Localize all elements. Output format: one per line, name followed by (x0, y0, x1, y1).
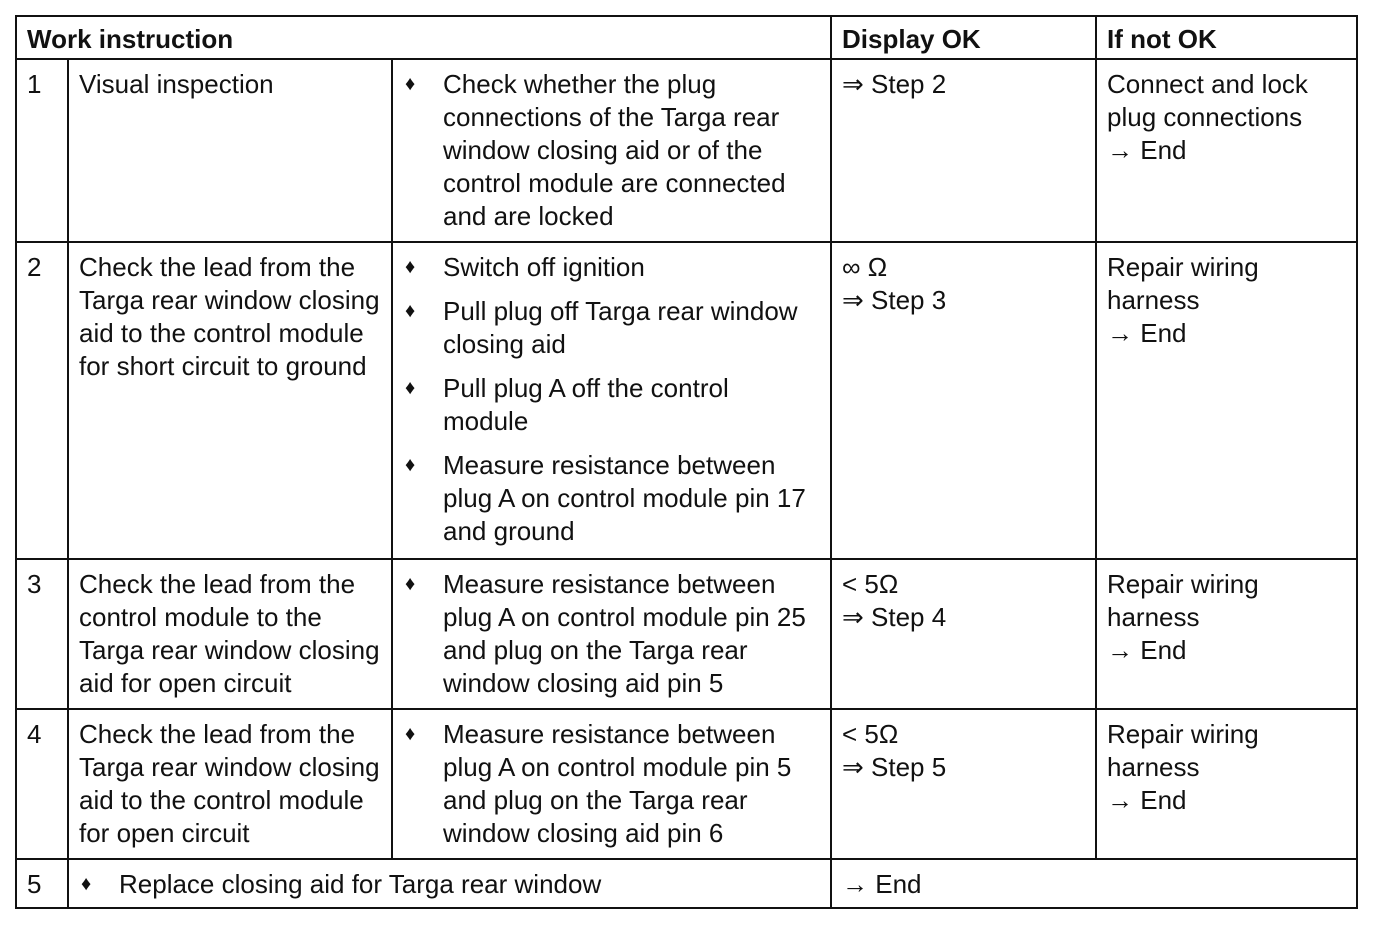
cell-line: < 5Ω (842, 569, 899, 599)
cell-line: Repair wiring harness (1107, 252, 1259, 315)
step-title: Visual inspection (68, 59, 392, 242)
step-title: Check the lead from the Targa rear window closing aid to the control module for open circuit (68, 709, 392, 859)
final-instruction-cell (68, 859, 831, 908)
action-text: Measure resistance between plug A on control module pin 17 and ground (443, 450, 806, 546)
bullet-icon: ♦ (405, 723, 416, 745)
cell-line: ∞ Ω (842, 252, 888, 282)
action-item (403, 295, 820, 361)
final-row (16, 859, 1357, 908)
step-number: 5 (16, 859, 68, 908)
action-item (403, 718, 820, 850)
action-text: Pull plug off Targa rear window closing aid (443, 296, 798, 359)
cell-line: → End (1107, 135, 1187, 165)
work-instruction-table (15, 15, 1358, 909)
step-actions (392, 709, 831, 859)
bullet-icon: ♦ (405, 377, 416, 399)
header-work-instruction: Work instruction (16, 16, 831, 59)
table-row (16, 709, 1357, 859)
cell-line: Connect and lock plug connections (1107, 69, 1308, 132)
action-list (403, 718, 820, 850)
cell-line: ⇒ Step 4 (842, 602, 947, 632)
display-ok-cell (831, 59, 1096, 242)
cell-line: ⇒ Step 5 (842, 752, 947, 782)
header-row (16, 16, 1357, 59)
bullet-icon: ♦ (405, 454, 416, 476)
bullet-icon: ♦ (405, 256, 416, 278)
step-number: 4 (16, 709, 68, 859)
action-item (403, 568, 820, 700)
if-not-ok-cell (1096, 59, 1357, 242)
cell-line: Repair wiring harness (1107, 569, 1259, 632)
cell-line: → End (1107, 785, 1187, 815)
action-text: Pull plug A off the control module (443, 373, 729, 436)
action-item (403, 251, 820, 284)
cell-line: ⇒ Step 3 (842, 285, 947, 315)
table-row (16, 559, 1357, 709)
header-if-not-ok: If not OK (1096, 16, 1357, 59)
table-row (16, 59, 1357, 242)
cell-line: ⇒ Step 2 (842, 69, 947, 99)
if-not-ok-cell (1096, 709, 1357, 859)
table-row (16, 242, 1357, 559)
action-item (403, 372, 820, 438)
cell-line: → End (1107, 635, 1187, 665)
action-text: Check whether the plug connections of the Targa rear window closing aid or of the control module are connected and are locked (443, 69, 786, 231)
bullet-icon: ♦ (405, 573, 416, 595)
cell-line: Repair wiring harness (1107, 719, 1259, 782)
final-display-ok: → End (831, 859, 1357, 908)
step-number: 3 (16, 559, 68, 709)
action-item (403, 68, 820, 233)
if-not-ok-cell (1096, 242, 1357, 559)
step-actions (392, 242, 831, 559)
action-text: Measure resistance between plug A on control module pin 25 and plug on the Targa rear window closing aid pin 5 (443, 569, 806, 698)
action-list (403, 251, 820, 548)
action-list (403, 68, 820, 233)
action-text: Switch off ignition (443, 252, 645, 282)
table-body (16, 59, 1357, 908)
action-item (403, 449, 820, 548)
step-actions (392, 59, 831, 242)
step-number: 1 (16, 59, 68, 242)
step-title: Check the lead from the control module to the Targa rear window closing aid for open circuit (68, 559, 392, 709)
cell-line: < 5Ω (842, 719, 899, 749)
step-number: 2 (16, 242, 68, 559)
action-list (403, 568, 820, 700)
final-instruction: Replace closing aid for Targa rear window (119, 869, 602, 899)
display-ok-cell (831, 559, 1096, 709)
cell-line: → End (1107, 318, 1187, 348)
if-not-ok-cell (1096, 559, 1357, 709)
header-display-ok: Display OK (831, 16, 1096, 59)
bullet-icon: ♦ (81, 873, 92, 895)
bullet-icon: ♦ (405, 300, 416, 322)
bullet-icon: ♦ (405, 73, 416, 95)
step-title: Check the lead from the Targa rear window closing aid to the control module for short circuit to ground (68, 242, 392, 559)
display-ok-cell (831, 709, 1096, 859)
display-ok-cell (831, 242, 1096, 559)
action-text: Measure resistance between plug A on control module pin 5 and plug on the Targa rear window closing aid pin 6 (443, 719, 792, 848)
step-actions (392, 559, 831, 709)
